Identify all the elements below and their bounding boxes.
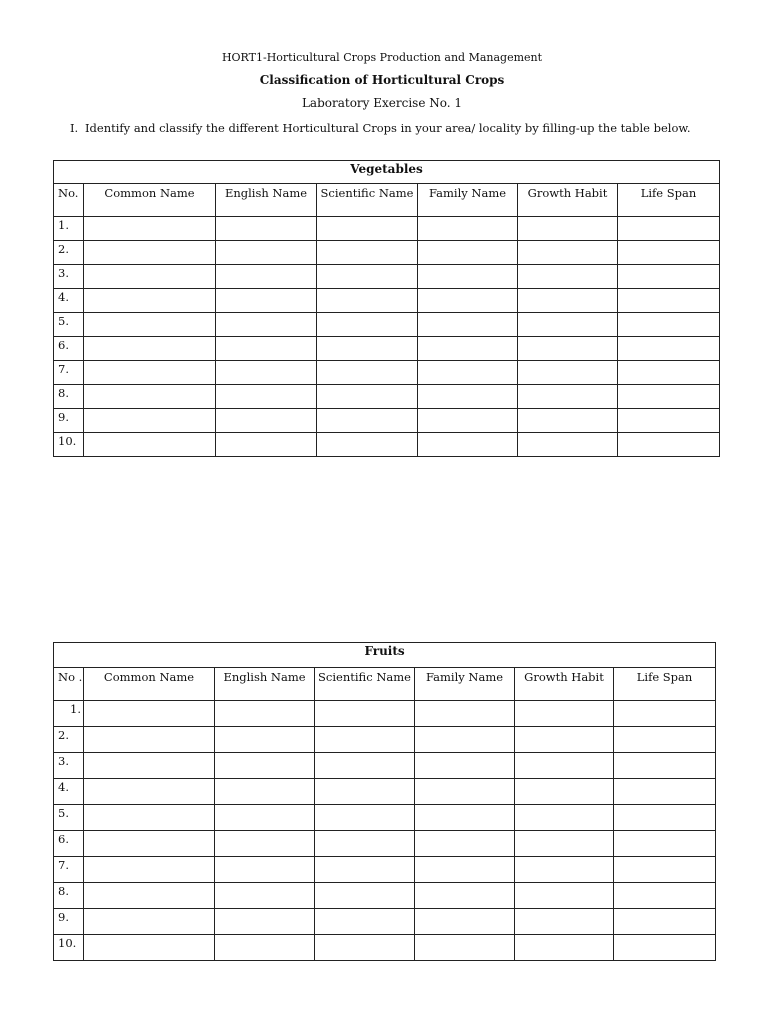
scientific-name-cell[interactable]	[317, 265, 418, 289]
row-number: 1.	[54, 217, 84, 241]
family-name-cell[interactable]	[415, 831, 515, 857]
col-header-growth-habit: Growth Habit	[515, 668, 614, 701]
col-header-no: No.	[54, 184, 84, 217]
life-span-cell[interactable]	[614, 831, 716, 857]
family-name-cell[interactable]	[418, 241, 518, 265]
growth-habit-cell[interactable]	[515, 909, 614, 935]
english-name-cell[interactable]	[216, 361, 317, 385]
vegetables-table	[53, 160, 720, 457]
common-name-cell[interactable]	[84, 337, 216, 361]
scientific-name-cell[interactable]	[317, 409, 418, 433]
col-header-life-span: Life Span	[614, 668, 716, 701]
col-header-scientific-name: Scientific Name	[317, 184, 418, 217]
growth-habit-cell[interactable]	[518, 409, 618, 433]
table-row	[54, 909, 716, 935]
growth-habit-cell[interactable]	[518, 217, 618, 241]
col-header-growth-habit: Growth Habit	[518, 184, 618, 217]
scientific-name-cell[interactable]	[315, 779, 415, 805]
row-number: 9.	[54, 909, 84, 935]
col-header-english-name: English Name	[216, 184, 317, 217]
english-name-cell[interactable]	[215, 753, 315, 779]
common-name-cell[interactable]	[84, 857, 215, 883]
growth-habit-cell[interactable]	[518, 289, 618, 313]
life-span-cell[interactable]	[614, 935, 716, 961]
life-span-cell[interactable]	[618, 217, 720, 241]
row-number: 7.	[54, 857, 84, 883]
fruits-rows	[54, 701, 716, 961]
instruction-text: Identify and classify the different Horticultural Crops in your area/ locality by filling-up the table below.	[85, 121, 691, 135]
table-row	[54, 805, 716, 831]
table-row	[54, 289, 720, 313]
table-row	[54, 313, 720, 337]
scientific-name-cell[interactable]	[317, 385, 418, 409]
table-row	[54, 883, 716, 909]
growth-habit-cell[interactable]	[515, 701, 614, 727]
growth-habit-cell[interactable]	[515, 935, 614, 961]
scientific-name-cell[interactable]	[315, 831, 415, 857]
growth-habit-cell[interactable]	[515, 753, 614, 779]
common-name-cell[interactable]	[84, 289, 216, 313]
common-name-cell[interactable]	[84, 805, 215, 831]
common-name-cell[interactable]	[84, 217, 216, 241]
family-name-cell[interactable]	[418, 361, 518, 385]
scientific-name-cell[interactable]	[315, 701, 415, 727]
scientific-name-cell[interactable]	[317, 241, 418, 265]
family-name-cell[interactable]	[415, 805, 515, 831]
row-number: 4.	[54, 779, 84, 805]
growth-habit-cell[interactable]	[518, 313, 618, 337]
row-number: 2.	[54, 727, 84, 753]
table-row	[54, 935, 716, 961]
common-name-cell[interactable]	[84, 727, 215, 753]
family-name-cell[interactable]	[418, 433, 518, 457]
common-name-cell[interactable]	[84, 265, 216, 289]
family-name-cell[interactable]	[418, 265, 518, 289]
common-name-cell[interactable]	[84, 385, 216, 409]
english-name-cell[interactable]	[216, 241, 317, 265]
life-span-cell[interactable]	[618, 337, 720, 361]
table-row	[54, 409, 720, 433]
life-span-cell[interactable]	[618, 241, 720, 265]
growth-habit-cell[interactable]	[518, 337, 618, 361]
common-name-cell[interactable]	[84, 701, 215, 727]
course-title: HORT1-Horticultural Crops Production and Management	[221, 51, 543, 64]
scientific-name-cell[interactable]	[315, 909, 415, 935]
scientific-name-cell[interactable]	[317, 361, 418, 385]
common-name-cell[interactable]	[84, 409, 216, 433]
row-number: 5.	[54, 313, 84, 337]
row-number: 6.	[54, 831, 84, 857]
english-name-cell[interactable]	[215, 805, 315, 831]
family-name-cell[interactable]	[415, 909, 515, 935]
table-row	[54, 433, 720, 457]
growth-habit-cell[interactable]	[518, 385, 618, 409]
scientific-name-cell[interactable]	[317, 313, 418, 337]
row-number: 9.	[54, 409, 84, 433]
life-span-cell[interactable]	[618, 265, 720, 289]
family-name-cell[interactable]	[415, 935, 515, 961]
life-span-cell[interactable]	[614, 701, 716, 727]
col-header-family-name: Family Name	[418, 184, 518, 217]
fruits-table	[53, 642, 716, 961]
english-name-cell[interactable]	[216, 265, 317, 289]
lab-exercise-label: Laboratory Exercise No. 1	[301, 96, 463, 110]
family-name-cell[interactable]	[418, 217, 518, 241]
life-span-cell[interactable]	[614, 779, 716, 805]
col-header-family-name: Family Name	[415, 668, 515, 701]
scientific-name-cell[interactable]	[315, 805, 415, 831]
scientific-name-cell[interactable]	[315, 857, 415, 883]
life-span-cell[interactable]	[614, 727, 716, 753]
common-name-cell[interactable]	[84, 935, 215, 961]
family-name-cell[interactable]	[415, 779, 515, 805]
common-name-cell[interactable]	[84, 241, 216, 265]
growth-habit-cell[interactable]	[515, 857, 614, 883]
english-name-cell[interactable]	[215, 831, 315, 857]
table-row	[54, 779, 716, 805]
row-number: 5.	[54, 805, 84, 831]
english-name-cell[interactable]	[215, 909, 315, 935]
table-row	[54, 265, 720, 289]
col-header-common-name: Common Name	[84, 184, 216, 217]
table-row	[54, 857, 716, 883]
common-name-cell[interactable]	[84, 753, 215, 779]
table-row	[54, 241, 720, 265]
family-name-cell[interactable]	[418, 385, 518, 409]
row-number: 2.	[54, 241, 84, 265]
life-span-cell[interactable]	[618, 289, 720, 313]
col-header-no: No .	[54, 668, 84, 701]
life-span-cell[interactable]	[618, 361, 720, 385]
row-number: 3.	[54, 265, 84, 289]
col-header-scientific-name: Scientific Name	[315, 668, 415, 701]
growth-habit-cell[interactable]	[518, 265, 618, 289]
row-number: 8.	[54, 385, 84, 409]
english-name-cell[interactable]	[215, 883, 315, 909]
growth-habit-cell[interactable]	[515, 805, 614, 831]
row-number: 4.	[54, 289, 84, 313]
growth-habit-cell[interactable]	[518, 241, 618, 265]
scientific-name-cell[interactable]	[315, 753, 415, 779]
life-span-cell[interactable]	[614, 909, 716, 935]
english-name-cell[interactable]	[216, 409, 317, 433]
life-span-cell[interactable]	[618, 409, 720, 433]
common-name-cell[interactable]	[84, 433, 216, 457]
row-number: 3.	[54, 753, 84, 779]
english-name-cell[interactable]	[215, 857, 315, 883]
common-name-cell[interactable]	[84, 779, 215, 805]
table-row	[54, 361, 720, 385]
family-name-cell[interactable]	[415, 727, 515, 753]
table-row	[54, 337, 720, 361]
english-name-cell[interactable]	[216, 217, 317, 241]
life-span-cell[interactable]	[618, 385, 720, 409]
growth-habit-cell[interactable]	[515, 779, 614, 805]
common-name-cell[interactable]	[84, 883, 215, 909]
common-name-cell[interactable]	[84, 909, 215, 935]
family-name-cell[interactable]	[418, 409, 518, 433]
table-row	[54, 753, 716, 779]
growth-habit-cell[interactable]	[518, 361, 618, 385]
family-name-cell[interactable]	[415, 701, 515, 727]
scientific-name-cell[interactable]	[317, 433, 418, 457]
scientific-name-cell[interactable]	[317, 337, 418, 361]
table-row	[54, 701, 716, 727]
family-name-cell[interactable]	[418, 289, 518, 313]
family-name-cell[interactable]	[415, 857, 515, 883]
family-name-cell[interactable]	[418, 313, 518, 337]
common-name-cell[interactable]	[84, 313, 216, 337]
english-name-cell[interactable]	[215, 935, 315, 961]
scientific-name-cell[interactable]	[315, 883, 415, 909]
english-name-cell[interactable]	[216, 433, 317, 457]
col-header-english-name: English Name	[215, 668, 315, 701]
col-header-common-name: Common Name	[84, 668, 215, 701]
common-name-cell[interactable]	[84, 831, 215, 857]
table-row	[54, 831, 716, 857]
scientific-name-cell[interactable]	[317, 217, 418, 241]
family-name-cell[interactable]	[415, 883, 515, 909]
table-row	[54, 385, 720, 409]
scientific-name-cell[interactable]	[315, 935, 415, 961]
common-name-cell[interactable]	[84, 361, 216, 385]
life-span-cell[interactable]	[614, 805, 716, 831]
row-number: 6.	[54, 337, 84, 361]
row-number: 7.	[54, 361, 84, 385]
life-span-cell[interactable]	[618, 433, 720, 457]
growth-habit-cell[interactable]	[515, 831, 614, 857]
english-name-cell[interactable]	[216, 289, 317, 313]
life-span-cell[interactable]	[614, 753, 716, 779]
growth-habit-cell[interactable]	[518, 433, 618, 457]
vegetables-caption: Vegetables	[54, 161, 720, 184]
english-name-cell[interactable]	[215, 779, 315, 805]
english-name-cell[interactable]	[215, 701, 315, 727]
scientific-name-cell[interactable]	[315, 727, 415, 753]
row-number: 1.	[54, 701, 84, 727]
english-name-cell[interactable]	[216, 337, 317, 361]
vegetables-rows	[54, 217, 720, 457]
life-span-cell[interactable]	[614, 857, 716, 883]
instruction	[70, 120, 710, 136]
row-number: 10.	[54, 433, 84, 457]
life-span-cell[interactable]	[614, 883, 716, 909]
fruits-caption: Fruits	[54, 643, 716, 668]
family-name-cell[interactable]	[415, 753, 515, 779]
growth-habit-cell[interactable]	[515, 883, 614, 909]
english-name-cell[interactable]	[216, 385, 317, 409]
row-number: 8.	[54, 883, 84, 909]
english-name-cell[interactable]	[216, 313, 317, 337]
family-name-cell[interactable]	[418, 337, 518, 361]
table-row	[54, 727, 716, 753]
table-row	[54, 217, 720, 241]
instruction-number: I.	[70, 121, 79, 135]
row-number: 10.	[54, 935, 84, 961]
col-header-life-span: Life Span	[618, 184, 720, 217]
growth-habit-cell[interactable]	[515, 727, 614, 753]
scientific-name-cell[interactable]	[317, 289, 418, 313]
page-title: Classification of Horticultural Crops	[259, 73, 505, 87]
english-name-cell[interactable]	[215, 727, 315, 753]
life-span-cell[interactable]	[618, 313, 720, 337]
